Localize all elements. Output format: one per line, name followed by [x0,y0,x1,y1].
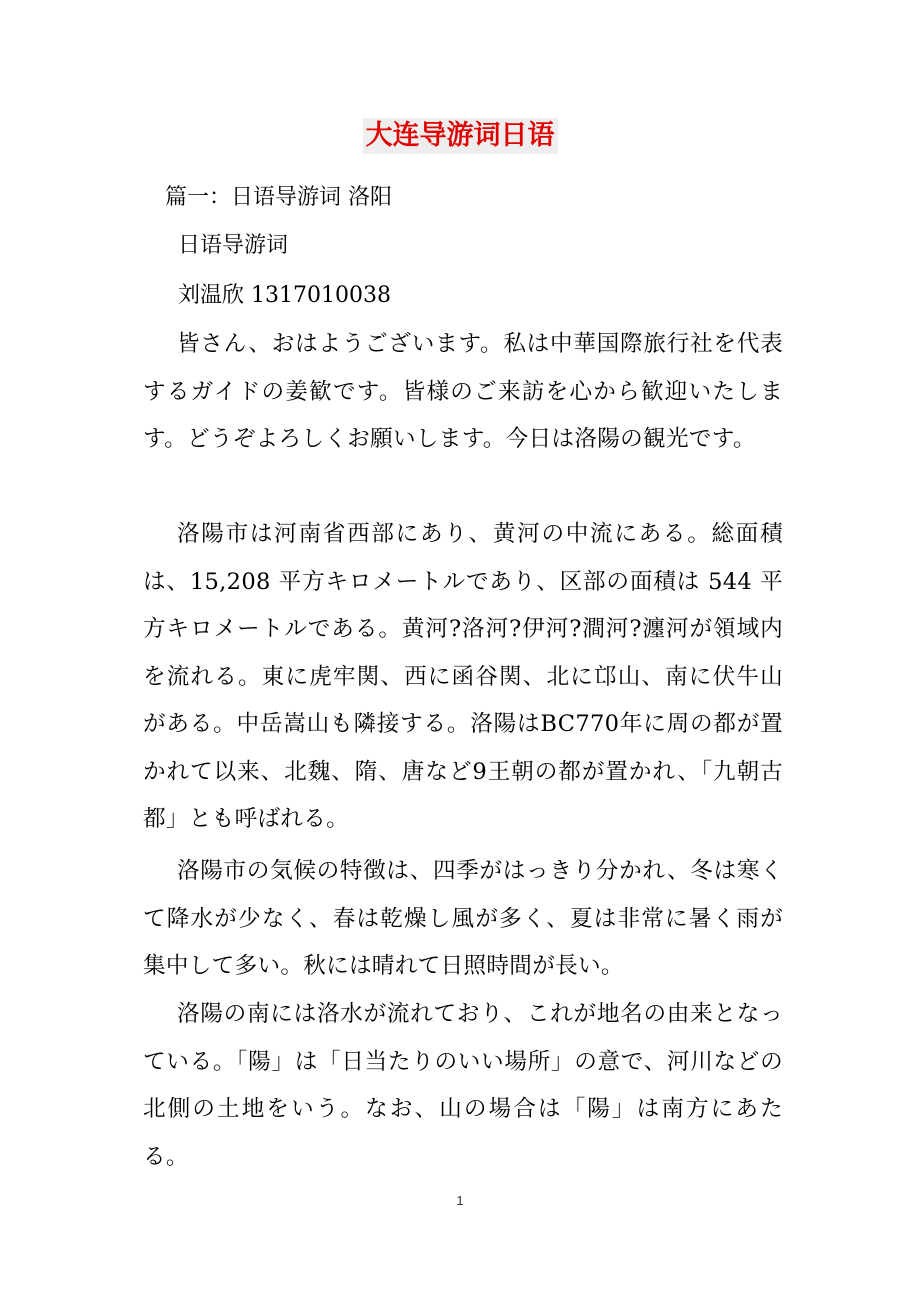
paragraph-geography: 洛陽市は河南省西部にあり、黄河の中流にある。総面積は、15,208 平方キロメートルであり、区部の面積は 544 平方キロメートルである。黄河?洛河?伊河?澗河?瀍河が領域内を流れる。東に虎牢関、西に函谷関、北に邙山、南に伏牛山がある。中岳嵩山も隣接する。洛陽はBC770年に周の都が置かれて以来、北魏、隋、唐など9王朝の都が置かれ、「九朝古都」とも呼ばれる。 [143,521,783,832]
section-heading: 篇一：日语导游词 洛阳 [165,185,392,210]
paragraph-greeting: 皆さん、おはようございます。私は中華国際旅行社を代表するガイドの姜歓です。皆様のご来訪を心から歓迎いたします。どうぞよろしくお願いします。今日は洛陽の観光です。 [143,331,783,452]
paragraph-climate: 洛陽市の気候の特徴は、四季がはっきり分かれ、冬は寒くて降水が少なく、春は乾燥し風が多く、夏は非常に暑く雨が集中して多い。秋には晴れて日照時間が長い。 [143,858,783,979]
page-number: 1 [456,1193,464,1208]
title-container [0,118,920,154]
author-line: 刘温欣 1317010038 [178,283,391,308]
document-title: 大连导游词日语 [363,118,558,154]
subheading: 日语导游词 [178,233,289,258]
paragraph-name-origin: 洛陽の南には洛水が流れており、これが地名の由来となっている。「陽」は「日当たりのいい場所」の意で、河川などの北側の土地をいう。なお、山の場合は「陽」は南方にあたる。 [143,1001,783,1170]
